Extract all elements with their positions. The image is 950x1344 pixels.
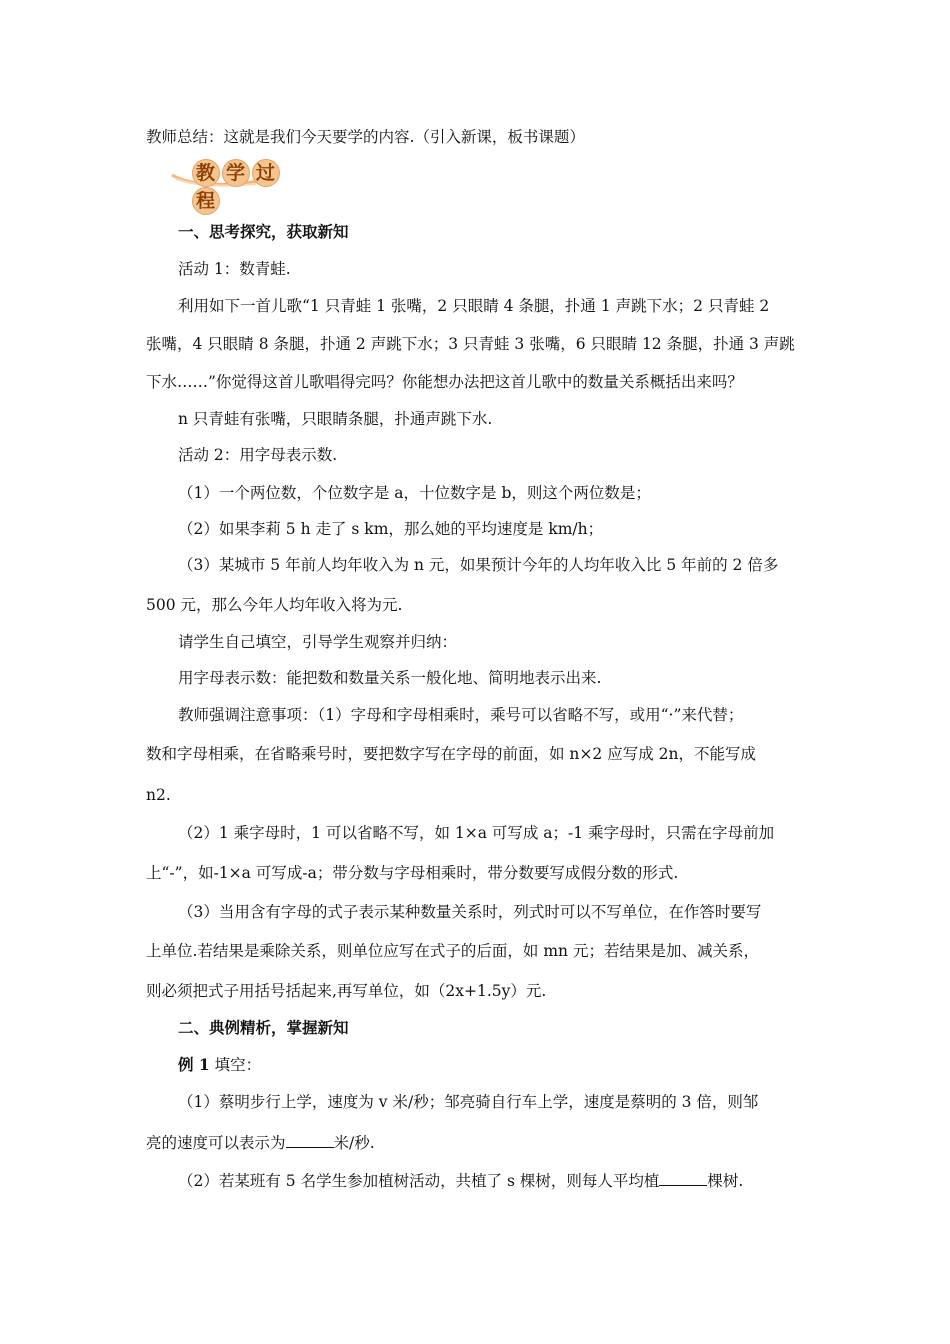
paragraph-line: n 只青蛙有张嘴，只眼睛条腿，扑通声跳下水. xyxy=(178,410,493,428)
paragraph-line: 请学生自己填空，引导学生观察并归纳： xyxy=(178,633,458,651)
problem-2 xyxy=(178,1169,743,1191)
question-3: （3）某城市 5 年前人均年收入为 n 元，如果预计今年的人均年收入比 5 年前的 2 倍多 xyxy=(178,556,779,574)
example-intro: 填空： xyxy=(209,1056,262,1074)
question-2: （2）如果李莉 5 h 走了 s km，那么她的平均速度是 km/h； xyxy=(178,520,604,538)
answer-blank[interactable] xyxy=(659,1169,707,1186)
problem-text: 米/秒. xyxy=(333,1134,375,1152)
badge-char: 教 xyxy=(192,159,220,187)
problem-text: 亮的速度可以表示为 xyxy=(146,1134,286,1152)
paragraph-line: 用字母表示数：能把数和数量关系一般化地、简明地表示出来. xyxy=(178,669,602,687)
section-heading-1: 一、思考探究，获取新知 xyxy=(178,222,349,241)
teaching-process-badge xyxy=(170,153,300,212)
paragraph-line: 教师强调注意事项：（1）字母和字母相乘时，乘号可以省略不写，或用“·”来代替； xyxy=(178,706,744,724)
paragraph-line: n2. xyxy=(146,786,171,804)
problem-1: （1）蔡明步行上学，速度为 v 米/秒；邹亮骑自行车上学，速度是蔡明的 3 倍，则邹 xyxy=(178,1093,759,1111)
badge-char: 过 xyxy=(252,159,280,187)
badge-char: 学 xyxy=(222,159,250,187)
activity-1-title: 活动 1：数青蛙. xyxy=(178,260,291,278)
activity-2-title: 活动 2：用字母表示数. xyxy=(178,446,338,464)
problem-text: 棵树. xyxy=(707,1172,744,1190)
paragraph-line: 下水……”你觉得这首儿歌唱得完吗？你能想办法把这首儿歌中的数量关系概括出来吗？ xyxy=(146,373,743,391)
paragraph-line: （3）当用含有字母的式子表示某种数量关系时，列式时可以不写单位，在作答时要写 xyxy=(178,903,762,921)
question-1: （1）一个两位数，个位数字是 a，十位数字是 b，则这个两位数是； xyxy=(178,484,651,502)
question-3-cont: 500 元，那么今年人均年收入将为元. xyxy=(146,596,403,614)
example-label: 例 1 xyxy=(178,1055,210,1074)
badge-title xyxy=(192,159,300,215)
paragraph-line: 利用如下一首儿歌“1 只青蛙 1 张嘴，2 只眼睛 4 条腿，扑通 1 声跳下水；2 只青蛙 2 xyxy=(178,297,770,315)
badge-char: 程 xyxy=(192,187,220,215)
answer-blank[interactable] xyxy=(286,1131,334,1148)
intro-text: 教师总结：这就是我们今天要学的内容.（引入新课，板书课题） xyxy=(146,128,585,146)
problem-text: （2）若某班有 5 名学生参加植树活动，共植了 s 棵树，则每人平均植 xyxy=(178,1172,660,1190)
example-1-title xyxy=(178,1055,261,1075)
section-heading-2: 二、典例精析，掌握新知 xyxy=(178,1018,349,1037)
problem-1-cont xyxy=(146,1131,375,1153)
paragraph-line: 上单位.若结果是乘除关系，则单位应写在式子的后面，如 mn 元；若结果是加、减关系， xyxy=(146,942,759,960)
paragraph-line: （2）1 乘字母时，1 可以省略不写，如 1×a 可写成 a；-1 乘字母时，只需在字母前加 xyxy=(178,824,775,842)
paragraph-line: 上“-”，如-1×a 可写成-a；带分数与字母相乘时，带分数要写成假分数的形式. xyxy=(146,864,679,882)
paragraph-line: 数和字母相乘，在省略乘号时，要把数字写在字母的前面，如 n×2 应写成 2n，不能写成 xyxy=(146,745,756,763)
paragraph-line: 张嘴，4 只眼睛 8 条腿，扑通 2 声跳下水；3 只青蛙 3 张嘴，6 只眼睛 12 条腿，扑通 3 声跳 xyxy=(146,335,795,353)
paragraph-line: 则必须把式子用括号括起来,再写单位，如（2x+1.5y）元. xyxy=(146,982,547,1000)
